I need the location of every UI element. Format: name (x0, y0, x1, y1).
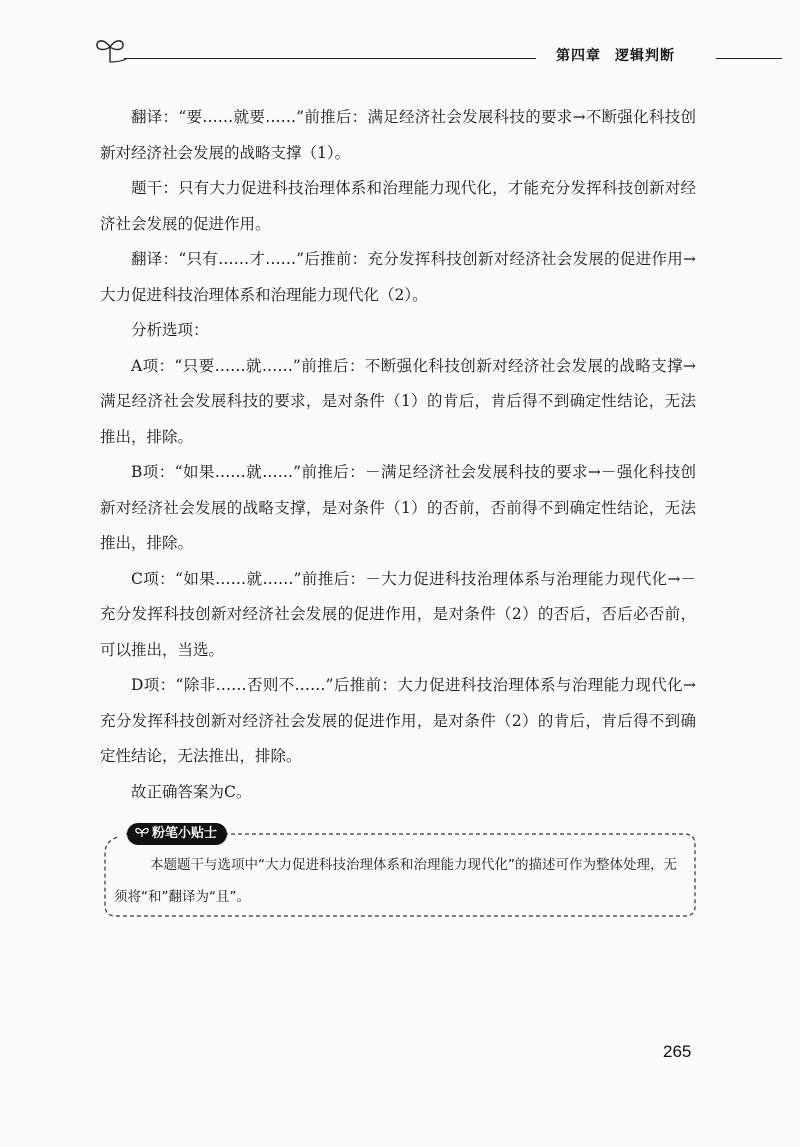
tips-title: 粉笔小贴士 (152, 826, 218, 841)
tips-box (104, 826, 696, 917)
option-c-analysis: C项：“如果……就……”前推后：－大力促进科技治理体系与治理能力现代化→－充分发挥科技创新对经济社会发展的促进作用，是对条件（2）的否后，否后必否前，可以推出，当选。 (100, 569, 696, 659)
header-rule-right (716, 58, 782, 59)
page-number: 265 (663, 1042, 692, 1061)
header-rule-left (124, 58, 536, 59)
paragraph: 翻译：“只有……才……”后推前：充分发挥科技创新对经济社会发展的促进作用→大力促进科技治理体系和治理能力现代化（2）。 (100, 250, 696, 304)
paragraph: 翻译：“要……就要……”前推后：满足经济社会发展科技的要求→不断强化科技创新对经济社会发展的战略支撑（1）。 (100, 108, 696, 162)
section-label: 逻辑判断 (615, 48, 675, 64)
body-text (100, 100, 696, 810)
option-a-analysis: A项：“只要……就……”前推后：不断强化科技创新对经济社会发展的战略支撑→满足经济社会发展科技的要求，是对条件（1）的肯后，肯后得不到确定性结论，无法推出，排除。 (100, 356, 696, 446)
chapter-label: 第四章 (556, 48, 601, 64)
tips-paragraph: 本题题干与选项中“大力促进科技治理体系和治理能力现代化”的描述可作为整体处理，无须将“和”翻译为“且”。 (114, 857, 677, 905)
option-d-analysis: D项：“除非……否则不……”后推前：大力促进科技治理体系与治理能力现代化→充分发挥科技创新对经济社会发展的促进作用，是对条件（2）的肯后，肯后得不到确定性结论，无法推出，排除。 (100, 676, 696, 765)
paragraph: 题干：只有大力促进科技治理体系和治理能力现代化，才能充分发挥科技创新对经济社会发展的促进作用。 (100, 179, 696, 233)
option-b-analysis: B项：“如果……就……”前推后：－满足经济社会发展科技的要求→－强化科技创新对经济社会发展的战略支撑，是对条件（1）的否前，否前得不到确定性结论，无法推出，排除。 (100, 463, 696, 552)
running-header (556, 45, 716, 65)
tips-content (114, 849, 684, 913)
tips-badge (127, 823, 227, 845)
sprout-icon (92, 34, 128, 64)
answer-line: 故正确答案为C。 (131, 782, 252, 801)
sprout-icon (135, 826, 149, 838)
paragraph: 分析选项： (131, 321, 209, 339)
